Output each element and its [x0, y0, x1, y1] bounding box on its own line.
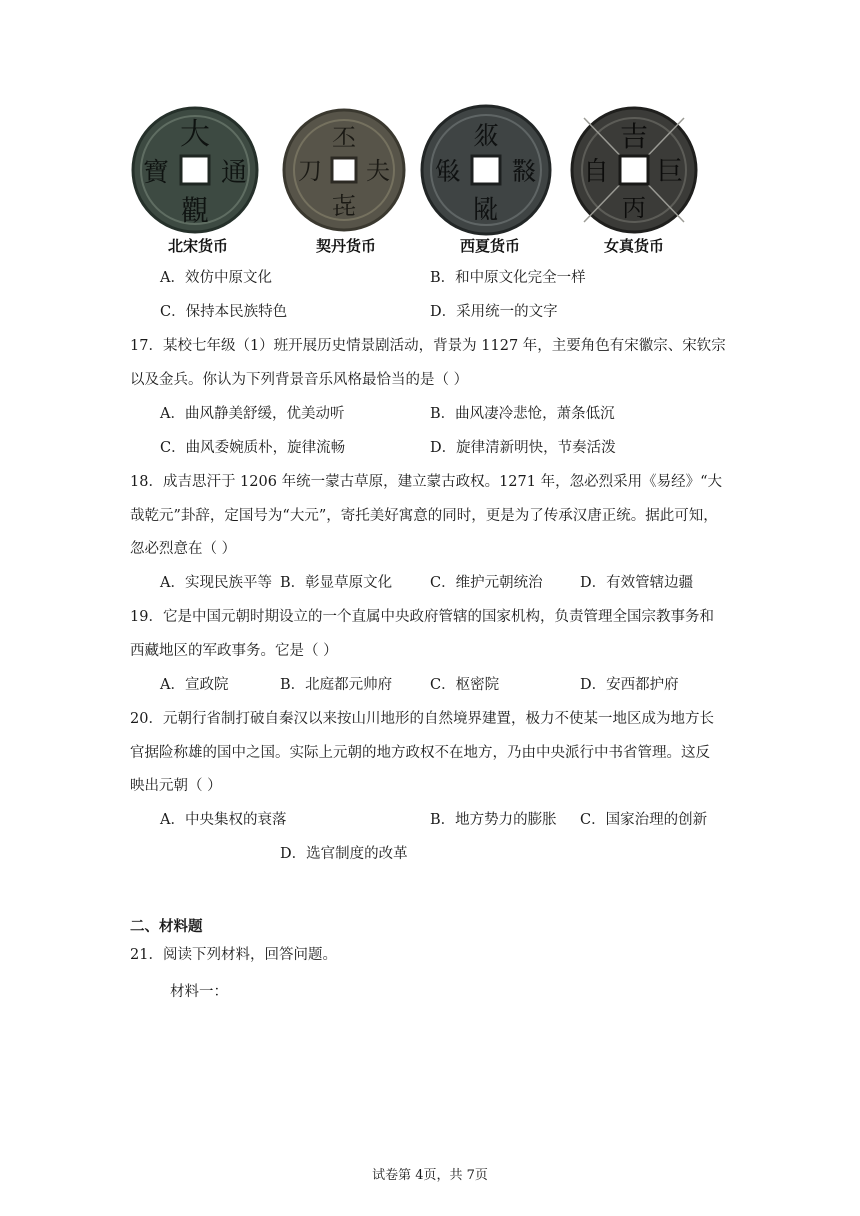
coin-image-row — [128, 104, 708, 264]
coin-char-left: 𘓐 — [434, 157, 462, 187]
q16-option-a: A．效仿中原文化 — [160, 270, 272, 286]
coin-icon — [128, 104, 268, 236]
q19-option-d: D．安西都护府 — [580, 677, 679, 693]
page-footer: 试卷第 4页，共 7页 — [372, 1168, 488, 1183]
coin-icon — [276, 104, 416, 236]
q21-stem: 21．阅读下列材料，回答问题。 — [130, 947, 337, 963]
coin-caption: 女真货币 — [603, 237, 664, 255]
q17-stem-line1: 17．某校七年级（1）班开展历史情景剧活动，背景为 1127 年，主要角色有宋徽宗、宋钦宗 — [130, 338, 726, 354]
q19-stem-line2: 西藏地区的军政事务。它是（ ） — [130, 643, 338, 659]
coin-char-top: 大 — [180, 117, 210, 152]
q18-option-b: B．彰显草原文化 — [280, 575, 393, 591]
coin-char-right: 夫 — [366, 157, 390, 185]
q18-stem-line3: 忽必烈意在（ ） — [130, 541, 237, 557]
q19-option-a: A．宣政院 — [160, 677, 229, 693]
coin-char-bottom: 丙 — [622, 194, 646, 222]
q18-stem-line1: 18．成吉思汗于 1206 年统一蒙古草原，建立蒙古政权。1271 年，忽必烈采用《易经》“大 — [130, 474, 722, 490]
q17-option-b: B．曲风凄冷悲怆，萧条低沉 — [430, 406, 615, 422]
coin-char-left: 寶 — [142, 158, 170, 188]
coin-char-bottom: 𗎫 — [472, 195, 500, 225]
coin-western-xia — [420, 104, 560, 264]
q20-option-c: C．国家治理的创新 — [580, 812, 708, 828]
section-title: 二、材料题 — [130, 919, 203, 935]
q17-option-c: C．曲风委婉质朴，旋律流畅 — [160, 440, 346, 456]
q18-option-d: D．有效管辖边疆 — [580, 575, 694, 591]
coin-char-top: 丕 — [332, 124, 356, 152]
coin-char-right: 𘜶 — [510, 157, 538, 187]
q17-option-a: A．曲风静美舒缓，优美动听 — [160, 406, 345, 422]
q20-stem-line1: 20．元朝行省制打破自秦汉以来按山川地形的自然境界建置，极力不使某一地区成为地方长 — [130, 711, 714, 727]
q16-option-c: C．保持本民族特色 — [160, 304, 288, 320]
q20-option-b: B．地方势力的膨胀 — [430, 812, 557, 828]
coin-char-right: 巨 — [656, 157, 684, 187]
coin-icon — [564, 104, 704, 236]
q18-option-a: A．实现民族平等 — [160, 575, 272, 591]
coin-caption: 北宋货币 — [167, 237, 228, 255]
coin-caption: 契丹货币 — [315, 237, 376, 255]
q20-option-a: A．中央集权的衰落 — [160, 812, 287, 828]
q16-option-d: D．采用统一的文字 — [430, 304, 558, 320]
coin-caption: 西夏货币 — [459, 237, 520, 255]
coin-char-top: 𗼇 — [472, 121, 500, 151]
q20-stem-line2: 官据险称雄的国中之国。实际上元朝的地方政权不在地方，乃由中央派行中书省管理。这反 — [130, 745, 710, 761]
coin-char-bottom: 觀 — [180, 194, 210, 227]
q20-stem-line3: 映出元朝（ ） — [130, 778, 222, 794]
coin-khitan — [276, 104, 416, 264]
coin-char-left: 自 — [582, 157, 610, 187]
q19-option-c: C．枢密院 — [430, 677, 500, 693]
q19-option-b: B．北庭都元帅府 — [280, 677, 393, 693]
q18-stem-line2: 哉乾元”卦辞，定国号为“大元”，寄托美好寓意的同时，更是为了传承汉唐正统。据此可知， — [130, 508, 718, 524]
q16-option-b: B．和中原文化完全一样 — [430, 270, 586, 286]
coin-char-bottom: 㐂 — [332, 192, 356, 220]
material-one-label: 材料一： — [170, 984, 228, 1000]
coin-icon — [420, 104, 560, 236]
coin-jurchen — [564, 104, 704, 264]
coin-char-left: 刀 — [298, 157, 322, 185]
q20-option-d: D．选官制度的改革 — [280, 846, 408, 862]
q17-stem-line2: 以及金兵。你认为下列背景音乐风格最恰当的是（ ） — [130, 372, 469, 388]
q17-option-d: D．旋律清新明快，节奏活泼 — [430, 440, 616, 456]
coin-northern-song — [128, 104, 268, 264]
q18-option-c: C．维护元朝统治 — [430, 575, 543, 591]
coin-char-top: 吉 — [619, 120, 649, 153]
coin-char-right: 通 — [220, 158, 248, 188]
q19-stem-line1: 19．它是中国元朝时期设立的一个直属中央政府管辖的国家机构，负责管理全国宗教事务和 — [130, 609, 714, 625]
